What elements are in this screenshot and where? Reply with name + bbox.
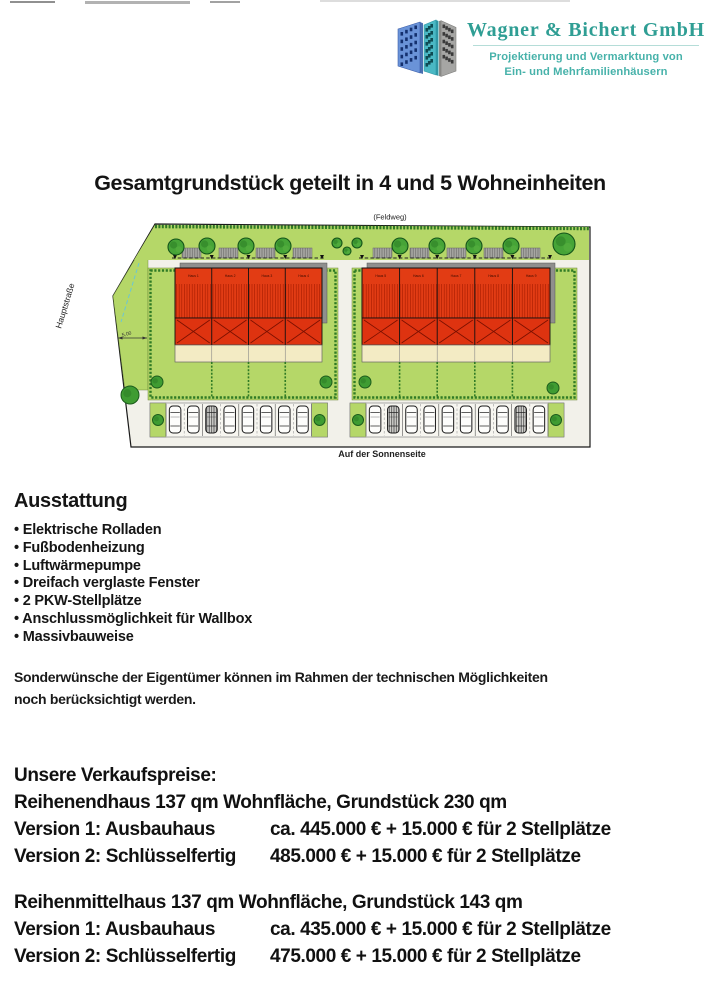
house-unit-label: Haus 5 [375,274,387,278]
logo-window [443,40,446,44]
house-unit-label: Haus 9 [525,274,537,278]
car-icon [533,406,545,433]
house-unit-label: Haus 1 [188,274,199,278]
logo-window [410,43,413,47]
custom-wishes-note [14,666,548,710]
logo-window [448,28,451,32]
version-price: 475.000 € + 15.000 € für 2 Stellplätze [270,946,581,967]
logo-window [410,35,413,39]
logo-window [451,52,454,56]
logo-window [445,57,448,61]
logo-window [414,33,417,37]
note-line2: noch berücksichtigt werden. [14,691,196,707]
logo-divider [473,45,699,46]
car-icon [406,406,418,433]
logo-window [414,48,417,52]
house-type: Reihenmittelhaus 137 qm Wohnfläche, Grundstück 143 qm [14,892,523,913]
car-icon [260,406,272,433]
car-icon [497,406,509,433]
logo-window [428,54,431,58]
features-heading: Ausstattung [14,490,128,512]
logo-window [405,37,408,41]
site-plan [40,210,600,460]
logo-window [405,30,408,34]
dimension-label: 5,00 [121,330,133,339]
house-unit-label: Haus 8 [488,274,499,278]
car-icon [297,406,309,433]
gravel-pad [219,248,238,258]
logo-window [414,41,417,45]
logo-window [443,55,446,59]
site-plan-drawing [40,210,600,460]
price-row [14,816,611,843]
note-line1: Sonderwünsche der Eigentümer können im Rahmen der technischen Möglichkeiten [14,669,548,685]
feature-item: • 2 PKW-Stellplätze [14,593,252,611]
scan-artifact-line [85,1,190,4]
version-price: 485.000 € + 15.000 € für 2 Stellplätze [270,846,581,867]
house-type: Reihenendhaus 137 qm Wohnfläche, Grundstück 230 qm [14,792,507,813]
logo-window [428,26,431,30]
logo-buildings-icon [394,16,458,82]
logo-window [445,34,448,38]
gravel-pad [182,248,201,258]
logo-window [451,60,454,64]
gravel-pad [410,248,429,258]
house-unit-label: Haus 7 [450,274,462,278]
logo-window [451,37,454,41]
price-group-middle-house [14,889,611,970]
prices-heading: Unsere Verkaufspreise: [14,765,217,786]
logo-window [448,58,451,62]
logo-window [405,60,408,64]
logo-window [410,28,413,32]
document-title: Gesamtgrundstück geteilt in 4 und 5 Wohneinheiten [94,171,606,195]
logo-window [448,51,451,55]
features-section [14,490,252,647]
features-list [14,522,252,647]
gravel-pad [293,248,312,258]
logo-window [414,56,417,60]
car-icon [169,406,181,433]
logo-window [445,41,448,45]
version-label: Version 1: Ausbauhaus [14,919,216,940]
logo-window [430,24,433,28]
terrace-strip [362,345,550,362]
company-tagline-line1: Projektierung und Vermarktung von [489,51,683,63]
feature-item: • Anschlussmöglichkeit für Wallbox [14,611,252,629]
logo-window [430,31,433,35]
car-icon [460,406,472,433]
prices-section [14,762,611,970]
car-icon [515,406,527,433]
car-icon [224,406,236,433]
logo-window [426,28,429,32]
logo-window [428,40,431,44]
scan-artifact-line [210,1,240,3]
price-row [14,843,611,870]
logo-window [448,43,451,47]
logo-window [451,45,454,49]
logo-window [430,59,433,63]
logo-window [426,63,429,67]
gravel-pad [373,248,392,258]
price-row [14,943,611,970]
feature-item: • Massivbauweise [14,629,252,647]
logo-window [401,40,404,44]
version-label: Version 1: Ausbauhaus [14,819,216,840]
logo-window [428,61,431,65]
house-unit-label: Haus 2 [224,274,236,278]
logo-window [426,42,429,46]
feldweg-label: (Feldweg) [373,212,407,222]
car-icon [388,406,400,433]
price-row [14,916,611,943]
logo-window [428,47,431,51]
logo-window [414,26,417,30]
logo-window [401,47,404,51]
gravel-pad [484,248,503,258]
version-label: Version 2: Schlüsselfertig [14,846,236,867]
logo-window [443,25,446,29]
logo-window [410,58,413,62]
feature-item: • Luftwärmepumpe [14,558,252,576]
logo-window [401,55,404,59]
company-logo [394,16,707,82]
logo-window [430,45,433,49]
logo-window [443,32,446,36]
logo-window [445,26,448,30]
version-label: Version 2: Schlüsselfertig [14,946,236,967]
price-group-end-house [14,789,611,870]
version-price: ca. 435.000 € + 15.000 € für 2 Stellplätze [270,919,611,940]
logo-window [448,35,451,39]
logo-window [445,49,448,53]
house-unit-label: Haus 3 [261,274,273,278]
car-icon [369,406,381,433]
logo-window [426,49,429,53]
company-tagline-line2: Ein- und Mehrfamilienhäusern [504,65,668,78]
logo-window [405,45,408,49]
version-price: ca. 445.000 € + 15.000 € für 2 Stellplätze [270,819,611,840]
logo-window [405,53,408,57]
car-icon [424,406,436,433]
logo-window [426,35,429,39]
plan-graphics [113,224,590,447]
feature-item: • Dreifach verglaste Fenster [14,575,252,593]
house-unit-label: Haus 6 [413,274,424,278]
house-unit-label: Haus 4 [298,274,309,278]
car-icon [206,406,218,433]
gravel-pad [447,248,466,258]
logo-window [401,62,404,66]
logo-window [428,33,431,37]
scan-artifact-line [320,0,570,2]
logo-window [430,38,433,42]
car-icon [279,406,291,433]
scan-artifact-line [10,1,55,3]
feature-item: • Fußbodenheizung [14,540,252,558]
logo-window [430,52,433,56]
logo-window [426,56,429,60]
car-icon [188,406,200,433]
car-icon [479,406,491,433]
feature-item: • Elektrische Rolladen [14,522,252,540]
car-icon [442,406,454,433]
logo-window [401,32,404,36]
hauptstrasse-label: Hauptstraße [53,281,77,330]
gravel-pad [521,248,540,258]
logo-window [451,30,454,34]
logo-window [443,47,446,51]
logo-text [465,16,707,79]
company-name: Wagner & Bichert GmbH [466,19,706,41]
sonnenseite-label: Auf der Sonnenseite [338,449,426,459]
car-icon [242,406,254,433]
gravel-pad [256,248,275,258]
logo-window [410,50,413,54]
